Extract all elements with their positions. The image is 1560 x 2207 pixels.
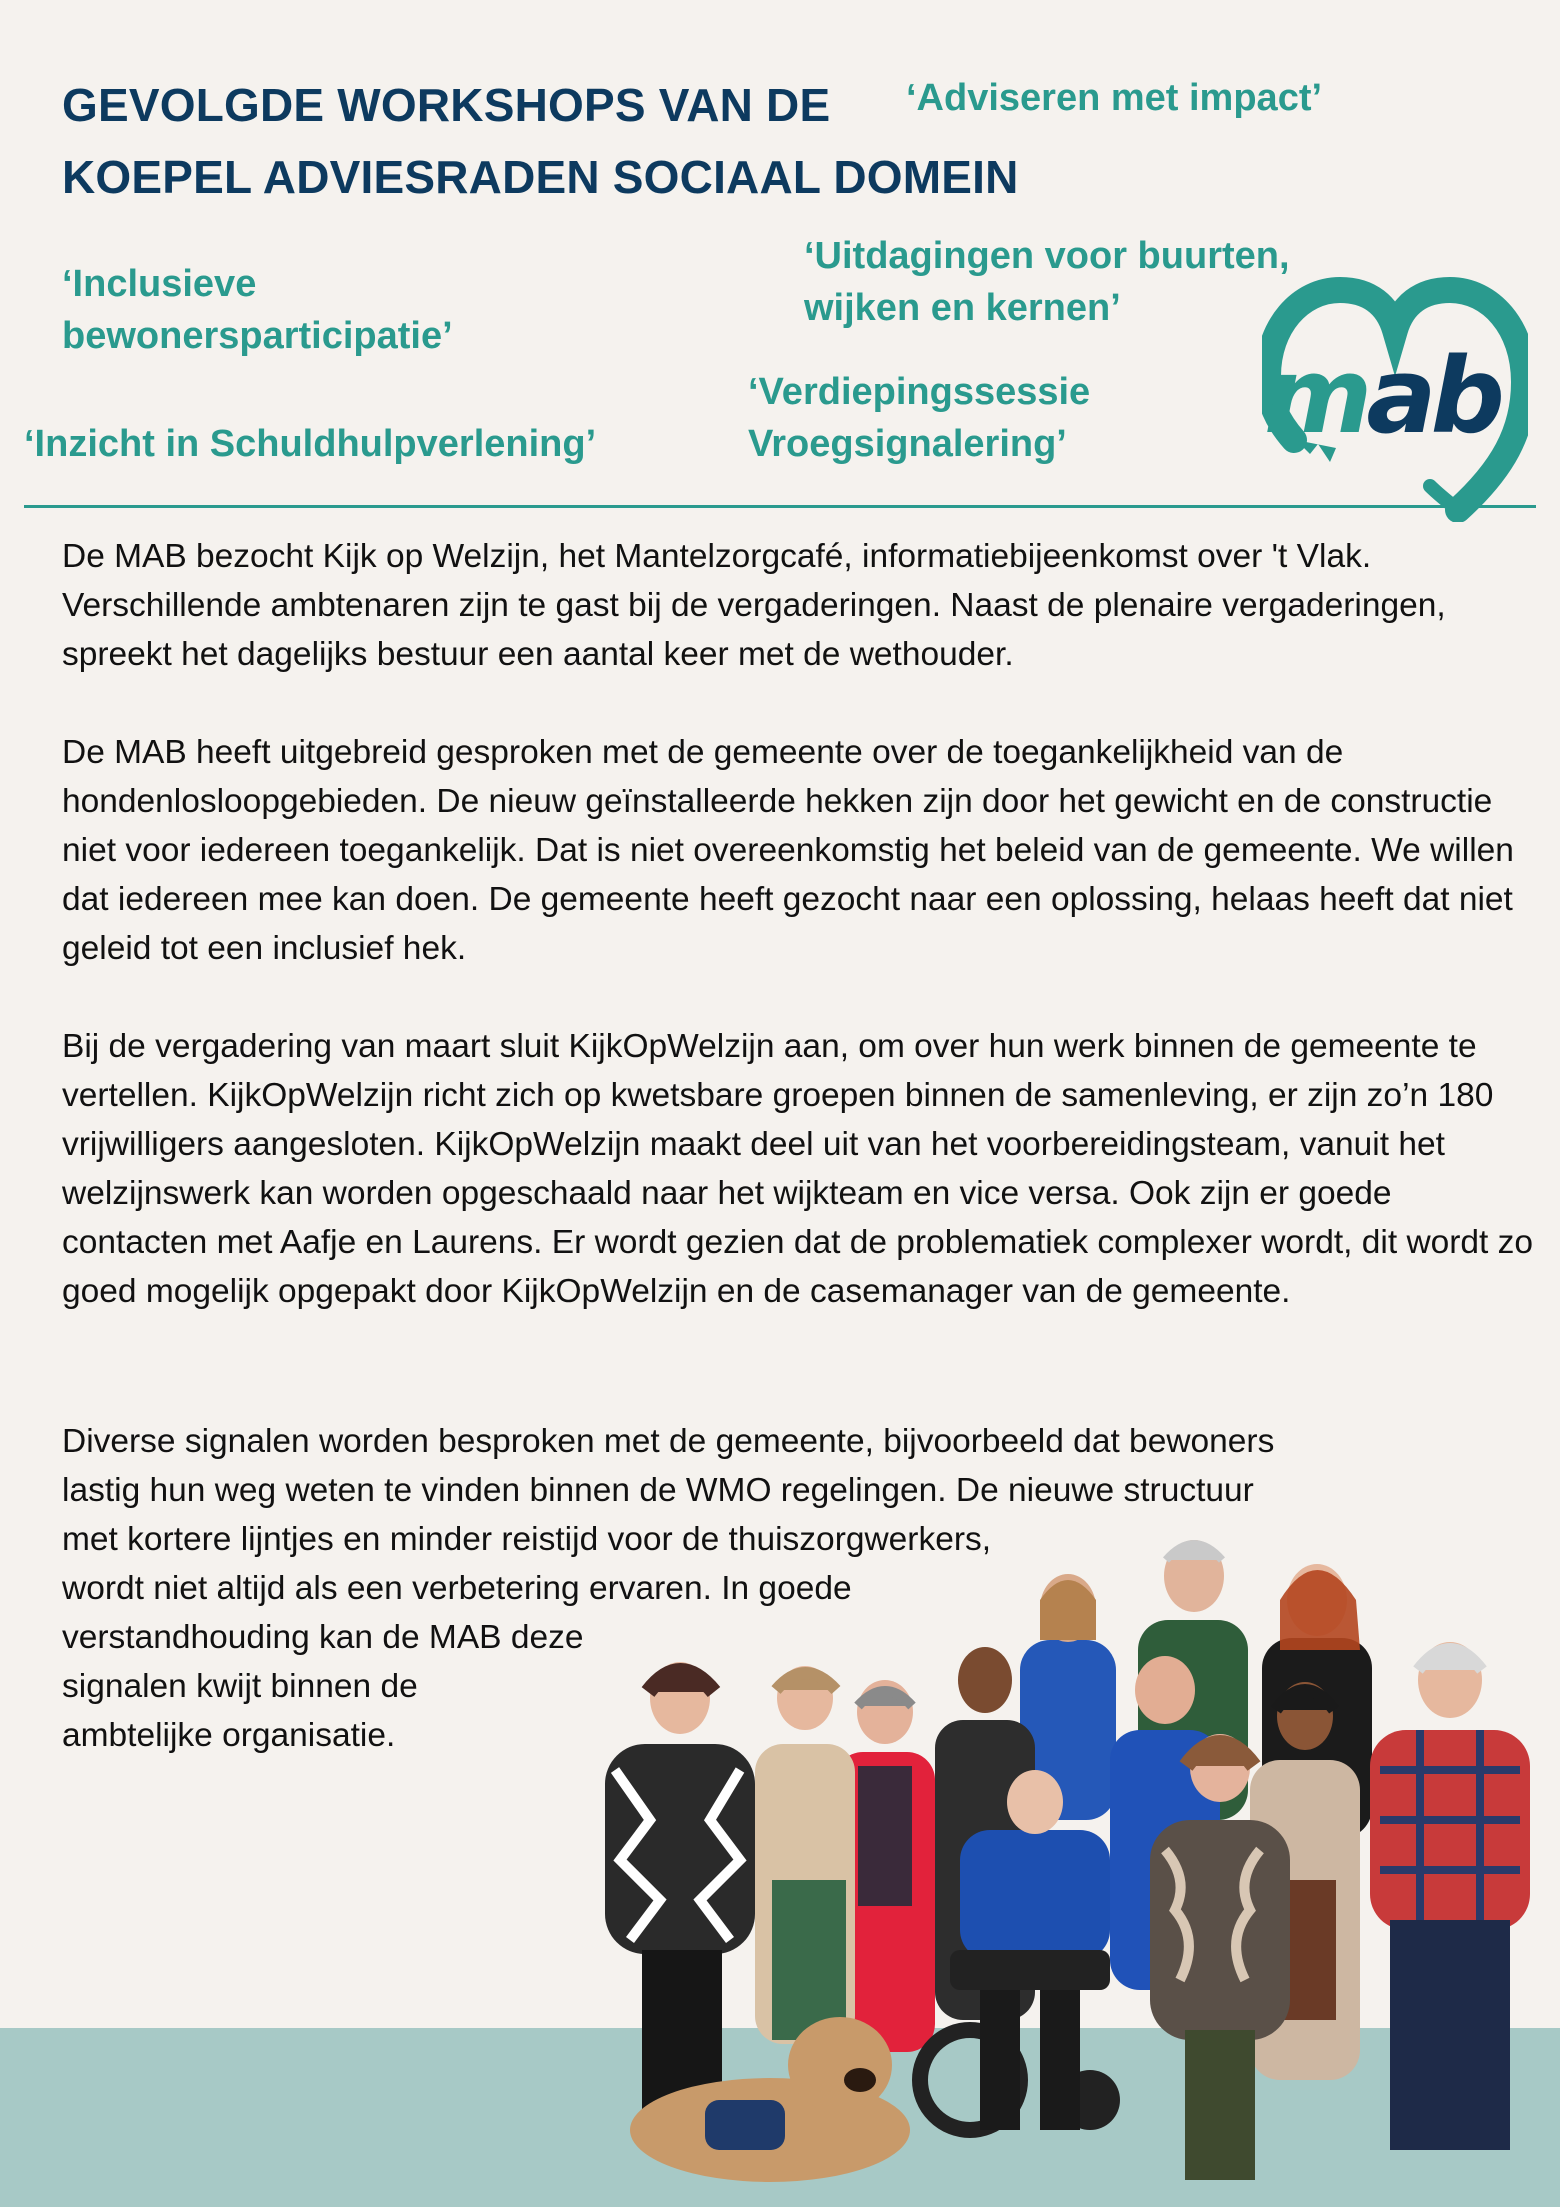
logo-text: mab	[1264, 335, 1499, 457]
paragraph-signals-line: signalen kwijt binnen de	[62, 1668, 418, 1705]
workshop-inclusieve	[62, 258, 453, 362]
workshop-uitdagingen	[804, 230, 1290, 334]
paragraph-signals-line: verstandhouding kan de MAB deze	[62, 1619, 584, 1656]
workshop-line: ‘Adviseren met impact’	[906, 77, 1323, 119]
header-divider	[24, 505, 1536, 508]
paragraph-dog-areas: De MAB heeft uitgebreid gesproken met de gemeente over de toegankelijkheid van de hondenlosloopgebieden. De nieuw geïnstalleerde hekken zijn door het gewicht en de constructie niet voor iedereen toegankelijk. Dat is niet overeenkomstig het beleid van de gemeente. We willen dat iedereen mee kan doen. De gemeente heeft gezocht naar een oplossing, helaas heeft dat niet geleid tot een inclusief hek.	[62, 734, 1514, 967]
paragraph-signals-line: met kortere lijntjes en minder reistijd voor de thuiszorgwerkers,	[62, 1521, 992, 1558]
paragraph-signals-line: Diverse signalen worden besproken met de gemeente, bijvoorbeeld dat bewoners	[62, 1423, 1275, 1460]
workshop-adviseren	[906, 72, 1322, 124]
workshop-line: ‘Inclusieve	[62, 263, 257, 305]
paragraph-signals-line: ambtelijke organisatie.	[62, 1717, 396, 1754]
heart-logo-icon	[1262, 272, 1528, 522]
person-icon	[605, 1662, 755, 2150]
paragraph-visits: De MAB bezocht Kijk op Welzijn, het Mantelzorgcafé, informatiebijeenkomst over 't Vlak. Verschillende ambtenaren zijn te gast bij de vergaderingen. Naast de plenaire vergaderingen, spreekt het dagelijks bestuur een aantal keer met de wethouder.	[62, 538, 1446, 673]
workshop-line: Vroegsignalering’	[748, 423, 1067, 465]
paragraph-signals-line: wordt niet altijd als een verbetering ervaren. In goede	[62, 1570, 852, 1607]
workshop-line: ‘Verdiepingssessie	[748, 371, 1091, 413]
workshop-line: ‘Inzicht in Schuldhulpverlening’	[24, 423, 597, 465]
workshop-schuldhulp	[24, 418, 596, 470]
paragraph-signals-line: lastig hun weg weten te vinden binnen de WMO regelingen. De nieuwe structuur	[62, 1472, 1254, 1509]
workshop-verdieping	[748, 366, 1090, 470]
person-icon	[755, 1666, 855, 2044]
workshop-line: ‘Uitdagingen voor buurten,	[804, 235, 1290, 277]
page-title-line-2: KOEPEL ADVIESRADEN SOCIAAL DOMEIN	[62, 151, 1019, 203]
person-icon	[1370, 1642, 1530, 2150]
workshop-line: wijken en kernen’	[804, 287, 1121, 329]
workshop-line: bewonersparticipatie’	[62, 315, 453, 357]
page-title-line-1: GEVOLGDE WORKSHOPS VAN DE	[62, 79, 831, 131]
paragraph-kijkopwelzijn: Bij de vergadering van maart sluit KijkOpWelzijn aan, om over hun werk binnen de gemeente te vertellen. KijkOpWelzijn richt zich op kwetsbare groepen binnen de samenleving, er zijn zo’n 180 vrijwilligers aangesloten. KijkOpWelzijn maakt deel uit van het voorbereidingsteam, vanuit het welzijnswerk kan worden opgeschaald naar het wijkteam en vice versa. Ook zijn er goede contacten met Aafje en Laurens. Er wordt gezien dat de problematiek complexer wordt, dit wordt zo goed mogelijk opgepakt door KijkOpWelzijn en de casemanager van de gemeente.	[62, 1028, 1534, 1310]
group-photo-icon	[590, 1520, 1560, 2207]
